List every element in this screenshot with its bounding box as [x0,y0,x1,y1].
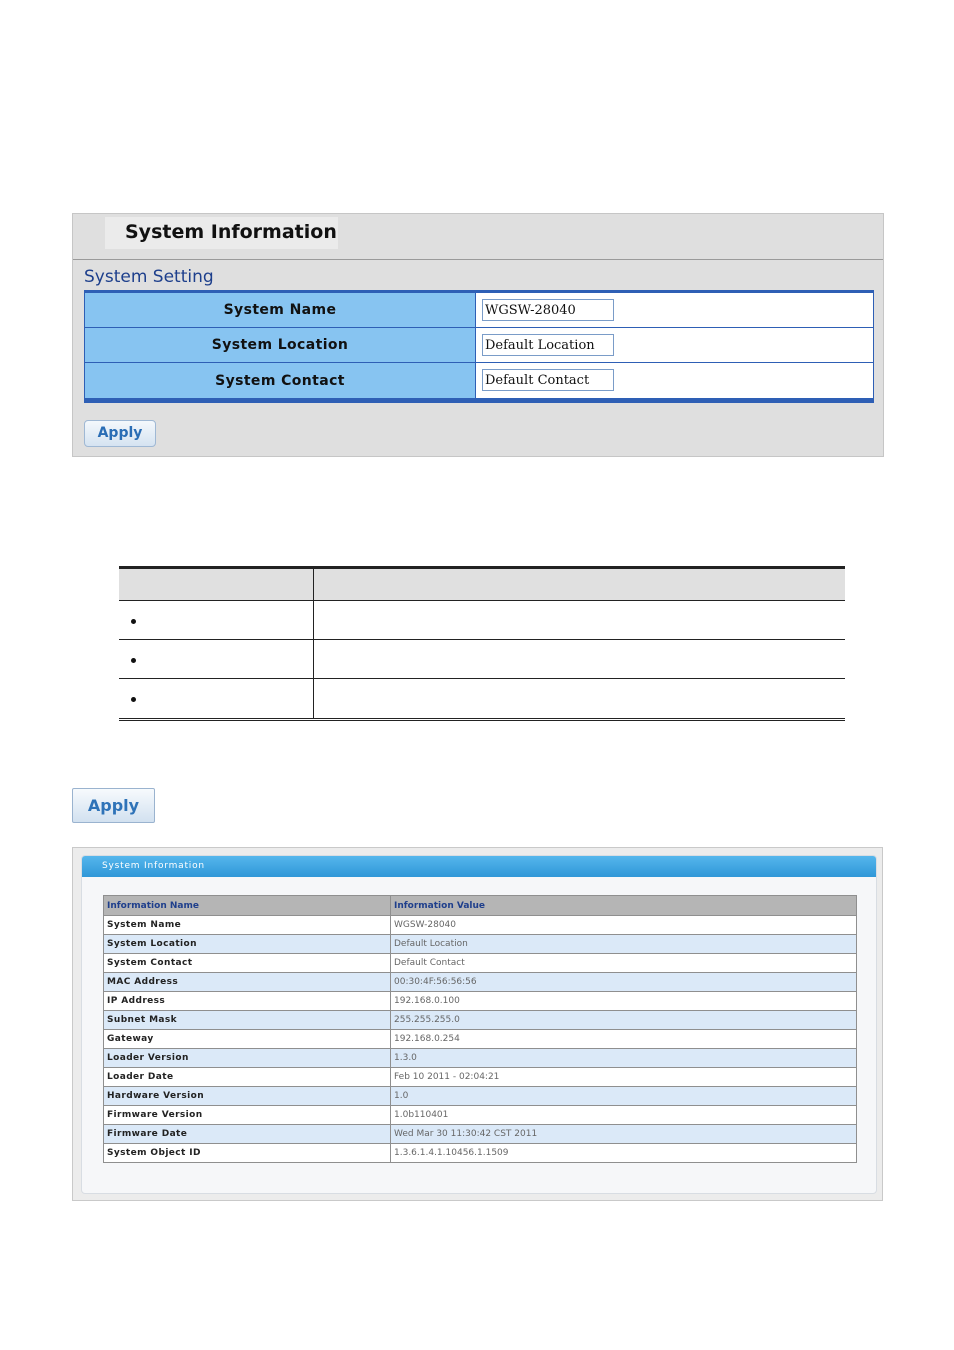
table-row [104,1106,857,1125]
system-location-cell [476,328,873,362]
bullet-icon [131,697,136,702]
table-row [104,1087,857,1106]
system-name-input[interactable] [482,299,614,321]
system-setting-table [84,290,874,403]
info-value: 192.168.0.100 [391,992,857,1011]
description-table [119,566,845,721]
display-inner-frame [81,855,877,1194]
apply-button[interactable]: Apply [84,420,156,447]
description-row [119,601,845,640]
column-information-name: Information Name [104,896,391,916]
description-text-cell [313,640,845,679]
setting-row-system-location [85,328,873,363]
info-value: 00:30:4F:56:56:56 [391,973,857,992]
table-row [104,1125,857,1144]
table-row [104,973,857,992]
info-name: System Object ID [104,1144,391,1163]
info-name: Firmware Date [104,1125,391,1144]
info-name: Loader Version [104,1049,391,1068]
section-title: System Setting [84,267,214,287]
system-name-label: System Name [85,293,476,327]
info-value: 192.168.0.254 [391,1030,857,1049]
info-name: IP Address [104,992,391,1011]
system-contact-input[interactable] [482,369,614,391]
info-value: 1.3.0 [391,1049,857,1068]
info-value: 1.0 [391,1087,857,1106]
description-header-description [313,568,845,601]
info-value: Default Contact [391,954,857,973]
bullet-icon [131,619,136,624]
table-row [104,935,857,954]
apply-button-large[interactable]: Apply [72,788,155,823]
system-information-table [103,895,857,1163]
system-contact-cell [476,363,873,398]
setting-row-system-contact [85,363,873,398]
info-value: WGSW-28040 [391,916,857,935]
info-value: Feb 10 2011 - 02:04:21 [391,1068,857,1087]
table-row [104,954,857,973]
info-value: 255.255.255.0 [391,1011,857,1030]
description-text-cell [313,601,845,640]
info-name: System Location [104,935,391,954]
info-name: System Contact [104,954,391,973]
info-name: Loader Date [104,1068,391,1087]
info-value: 1.3.6.1.4.1.10456.1.1509 [391,1144,857,1163]
info-name: Firmware Version [104,1106,391,1125]
bullet-icon [131,658,136,663]
description-object-cell [119,679,313,720]
description-text-cell [313,679,845,720]
info-value: Default Location [391,935,857,954]
system-location-label: System Location [85,328,476,362]
info-value: 1.0b110401 [391,1106,857,1125]
setting-row-system-name [85,293,873,328]
info-value: Wed Mar 30 11:30:42 CST 2011 [391,1125,857,1144]
description-row [119,679,845,720]
system-name-cell [476,293,873,327]
system-contact-label: System Contact [85,363,476,398]
info-table-header [104,896,857,916]
description-header-object [119,568,313,601]
table-row [104,1011,857,1030]
info-name: Hardware Version [104,1087,391,1106]
column-information-value: Information Value [391,896,857,916]
table-row [104,916,857,935]
system-information-panel [72,213,884,457]
description-object-cell [119,601,313,640]
description-table-header [119,568,845,601]
table-row [104,1049,857,1068]
info-name: Gateway [104,1030,391,1049]
description-row [119,640,845,679]
info-name: MAC Address [104,973,391,992]
table-row [104,1030,857,1049]
info-name: System Name [104,916,391,935]
panel-title: System Information [125,221,337,243]
info-name: Subnet Mask [104,1011,391,1030]
table-row [104,1068,857,1087]
table-row [104,1144,857,1163]
system-information-display-panel [72,847,883,1201]
system-location-input[interactable] [482,334,614,356]
display-header-bar: System Information [82,856,876,877]
title-divider [73,259,883,260]
table-row [104,992,857,1011]
description-object-cell [119,640,313,679]
